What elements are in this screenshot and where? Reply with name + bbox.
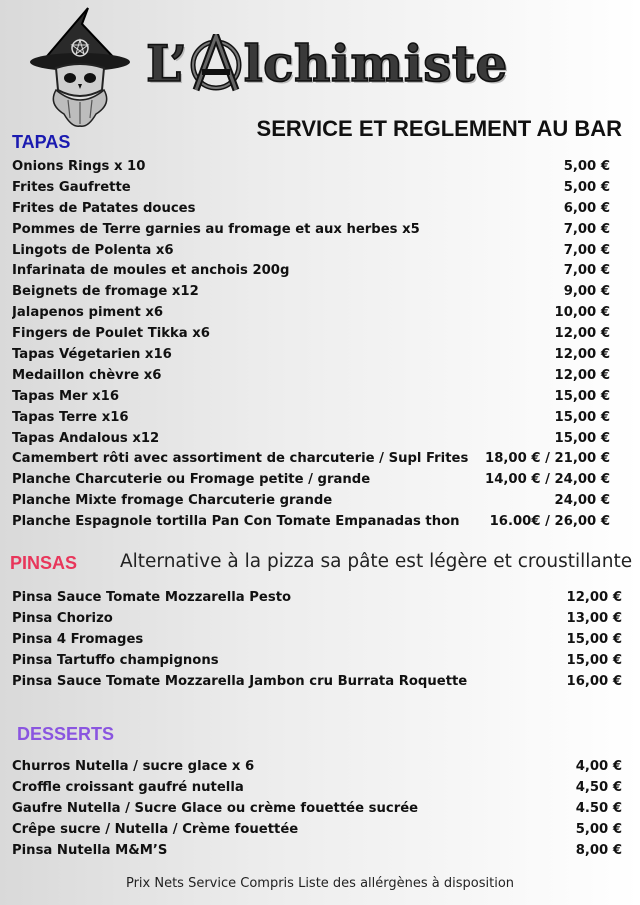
menu-item-name: Churros Nutella / sucre glace x 6 (12, 758, 255, 774)
menu-item-row (12, 756, 622, 777)
menu-item-row (12, 219, 610, 240)
menu-item-name: Pinsa Sauce Tomate Mozzarella Pesto (12, 589, 292, 605)
menu-item-row (12, 198, 610, 219)
menu-item-row (12, 469, 610, 490)
menu-item-name: Pinsa Sauce Tomate Mozzarella Jambon cru Burrata Roquette (12, 673, 468, 689)
pinsas-title: PINSAS (10, 553, 78, 573)
menu-item-price: 6,00 € (563, 200, 610, 216)
menu-item-price: 7,00 € (563, 242, 610, 258)
menu-item-name: Pinsa Tartuffo champignons (12, 652, 219, 668)
menu-item-name: Beignets de fromage x12 (12, 284, 199, 300)
menu-item-price: 5,00 € (563, 158, 610, 174)
menu-item-row (12, 840, 622, 861)
menu-item-row (12, 323, 610, 344)
menu-item-name: Infarinata de moules et anchois 200g (12, 263, 290, 279)
menu-item-price: 4.50 € (575, 800, 622, 816)
menu-item-price: 4,50 € (575, 779, 622, 795)
menu-item-name: Frites Gaufrette (12, 179, 131, 195)
menu-item-name: Tapas Végetarien x16 (12, 346, 172, 362)
menu-item-price: 15,00 € (566, 631, 622, 647)
menu-item-price: 12,00 € (566, 589, 622, 605)
menu-item-price: 16,00 € (566, 673, 622, 689)
menu-item-price: 16.00€ / 26,00 € (489, 514, 610, 530)
brand-title (146, 34, 540, 94)
menu-item-name: Lingots de Polenta x6 (12, 242, 174, 258)
menu-item-price: 4,00 € (575, 758, 622, 774)
pinsas-note: Alternative à la pizza sa pâte est légère et croustillante (120, 551, 633, 572)
menu-item-price: 13,00 € (566, 610, 622, 626)
menu-item-name: Fingers de Poulet Tikka x6 (12, 326, 210, 342)
menu-item-price: 14,00 € / 24,00 € (485, 472, 610, 488)
menu-item-row (12, 428, 610, 449)
menu-item-price: 15,00 € (554, 430, 610, 446)
menu-item-row (12, 281, 610, 302)
menu-item-row (12, 608, 622, 629)
menu-item-name: Planche Espagnole tortilla Pan Con Tomate Empanadas thon (12, 514, 460, 530)
menu-item-row (12, 629, 622, 650)
menu-item-row (12, 365, 610, 386)
menu-item-name: Pinsa Chorizo (12, 610, 113, 626)
menu-item-row (12, 240, 610, 261)
menu-item-row (12, 344, 610, 365)
menu-item-row (12, 671, 622, 692)
menu-item-row (12, 511, 610, 532)
menu-item-name: Pinsa 4 Fromages (12, 631, 144, 647)
menu-item-price: 12,00 € (554, 367, 610, 383)
tapas-list (12, 156, 610, 532)
menu-item-name: Tapas Andalous x12 (12, 430, 160, 446)
menu-item-name: Crêpe sucre / Nutella / Crème fouettée (12, 821, 299, 837)
menu-item-name: Gaufre Nutella / Sucre Glace ou crème fouettée sucrée (12, 800, 419, 816)
menu-item-price: 18,00 € / 21,00 € (485, 451, 610, 467)
menu-item-price: 7,00 € (563, 263, 610, 279)
menu-item-name: Planche Charcuterie ou Fromage petite / grande (12, 472, 371, 488)
menu-item-price: 9,00 € (563, 284, 610, 300)
menu-item-price: 5,00 € (575, 821, 622, 837)
menu-item-price: 24,00 € (554, 493, 610, 509)
footer-note: Prix Nets Service Compris Liste des allérgènes à disposition (125, 876, 515, 891)
menu-item-name: Onions Rings x 10 (12, 158, 146, 174)
menu-item-row (12, 490, 610, 511)
menu-item-price: 10,00 € (554, 305, 610, 321)
menu-item-price: 8,00 € (575, 842, 622, 858)
menu-item-name: Planche Mixte fromage Charcuterie grande (12, 493, 333, 509)
menu-item-name: Jalapenos piment x6 (12, 305, 164, 321)
menu-item-row (12, 798, 622, 819)
menu-item-row (12, 386, 610, 407)
wizard-skull-logo-icon (28, 4, 132, 128)
menu-item-name: Croffle croissant gaufré nutella (12, 779, 244, 795)
menu-item-price: 12,00 € (554, 346, 610, 362)
service-tagline: SERVICE ET REGLEMENT AU BAR (256, 116, 622, 141)
menu-item-row (12, 587, 622, 608)
menu-item-name: Pinsa Nutella M&M’S (12, 842, 168, 858)
menu-item-price: 15,00 € (554, 409, 610, 425)
desserts-list (12, 756, 622, 860)
menu-item-row (12, 448, 610, 469)
menu-item-row (12, 260, 610, 281)
menu-item-row (12, 302, 610, 323)
menu-item-price: 15,00 € (566, 652, 622, 668)
menu-item-row (12, 407, 610, 428)
tapas-title: TAPAS (12, 132, 71, 152)
brand-name-rest: lchimiste (243, 34, 508, 93)
menu-item-price: 15,00 € (554, 388, 610, 404)
menu-item-price: 7,00 € (563, 221, 610, 237)
menu-item-name: Medaillon chèvre x6 (12, 367, 162, 383)
menu-item-row (12, 777, 622, 798)
menu-item-name: Tapas Mer x16 (12, 388, 119, 404)
menu-item-name: Pommes de Terre garnies au fromage et aux herbes x5 (12, 221, 420, 237)
menu-item-name: Tapas Terre x16 (12, 409, 129, 425)
menu-item-row (12, 156, 610, 177)
menu-item-name: Frites de Patates douces (12, 200, 196, 216)
anarchy-a-icon (188, 34, 244, 92)
desserts-title: DESSERTS (17, 724, 115, 744)
menu-item-price: 12,00 € (554, 326, 610, 342)
menu-item-row (12, 819, 622, 840)
menu-item-price: 5,00 € (563, 179, 610, 195)
menu-item-row (12, 650, 622, 671)
menu-item-name: Camembert rôti avec assortiment de charcuterie / Supl Frites (12, 451, 469, 467)
brand-name-lead: L’ (146, 34, 188, 93)
menu-item-row (12, 177, 610, 198)
pinsas-list (12, 587, 622, 691)
